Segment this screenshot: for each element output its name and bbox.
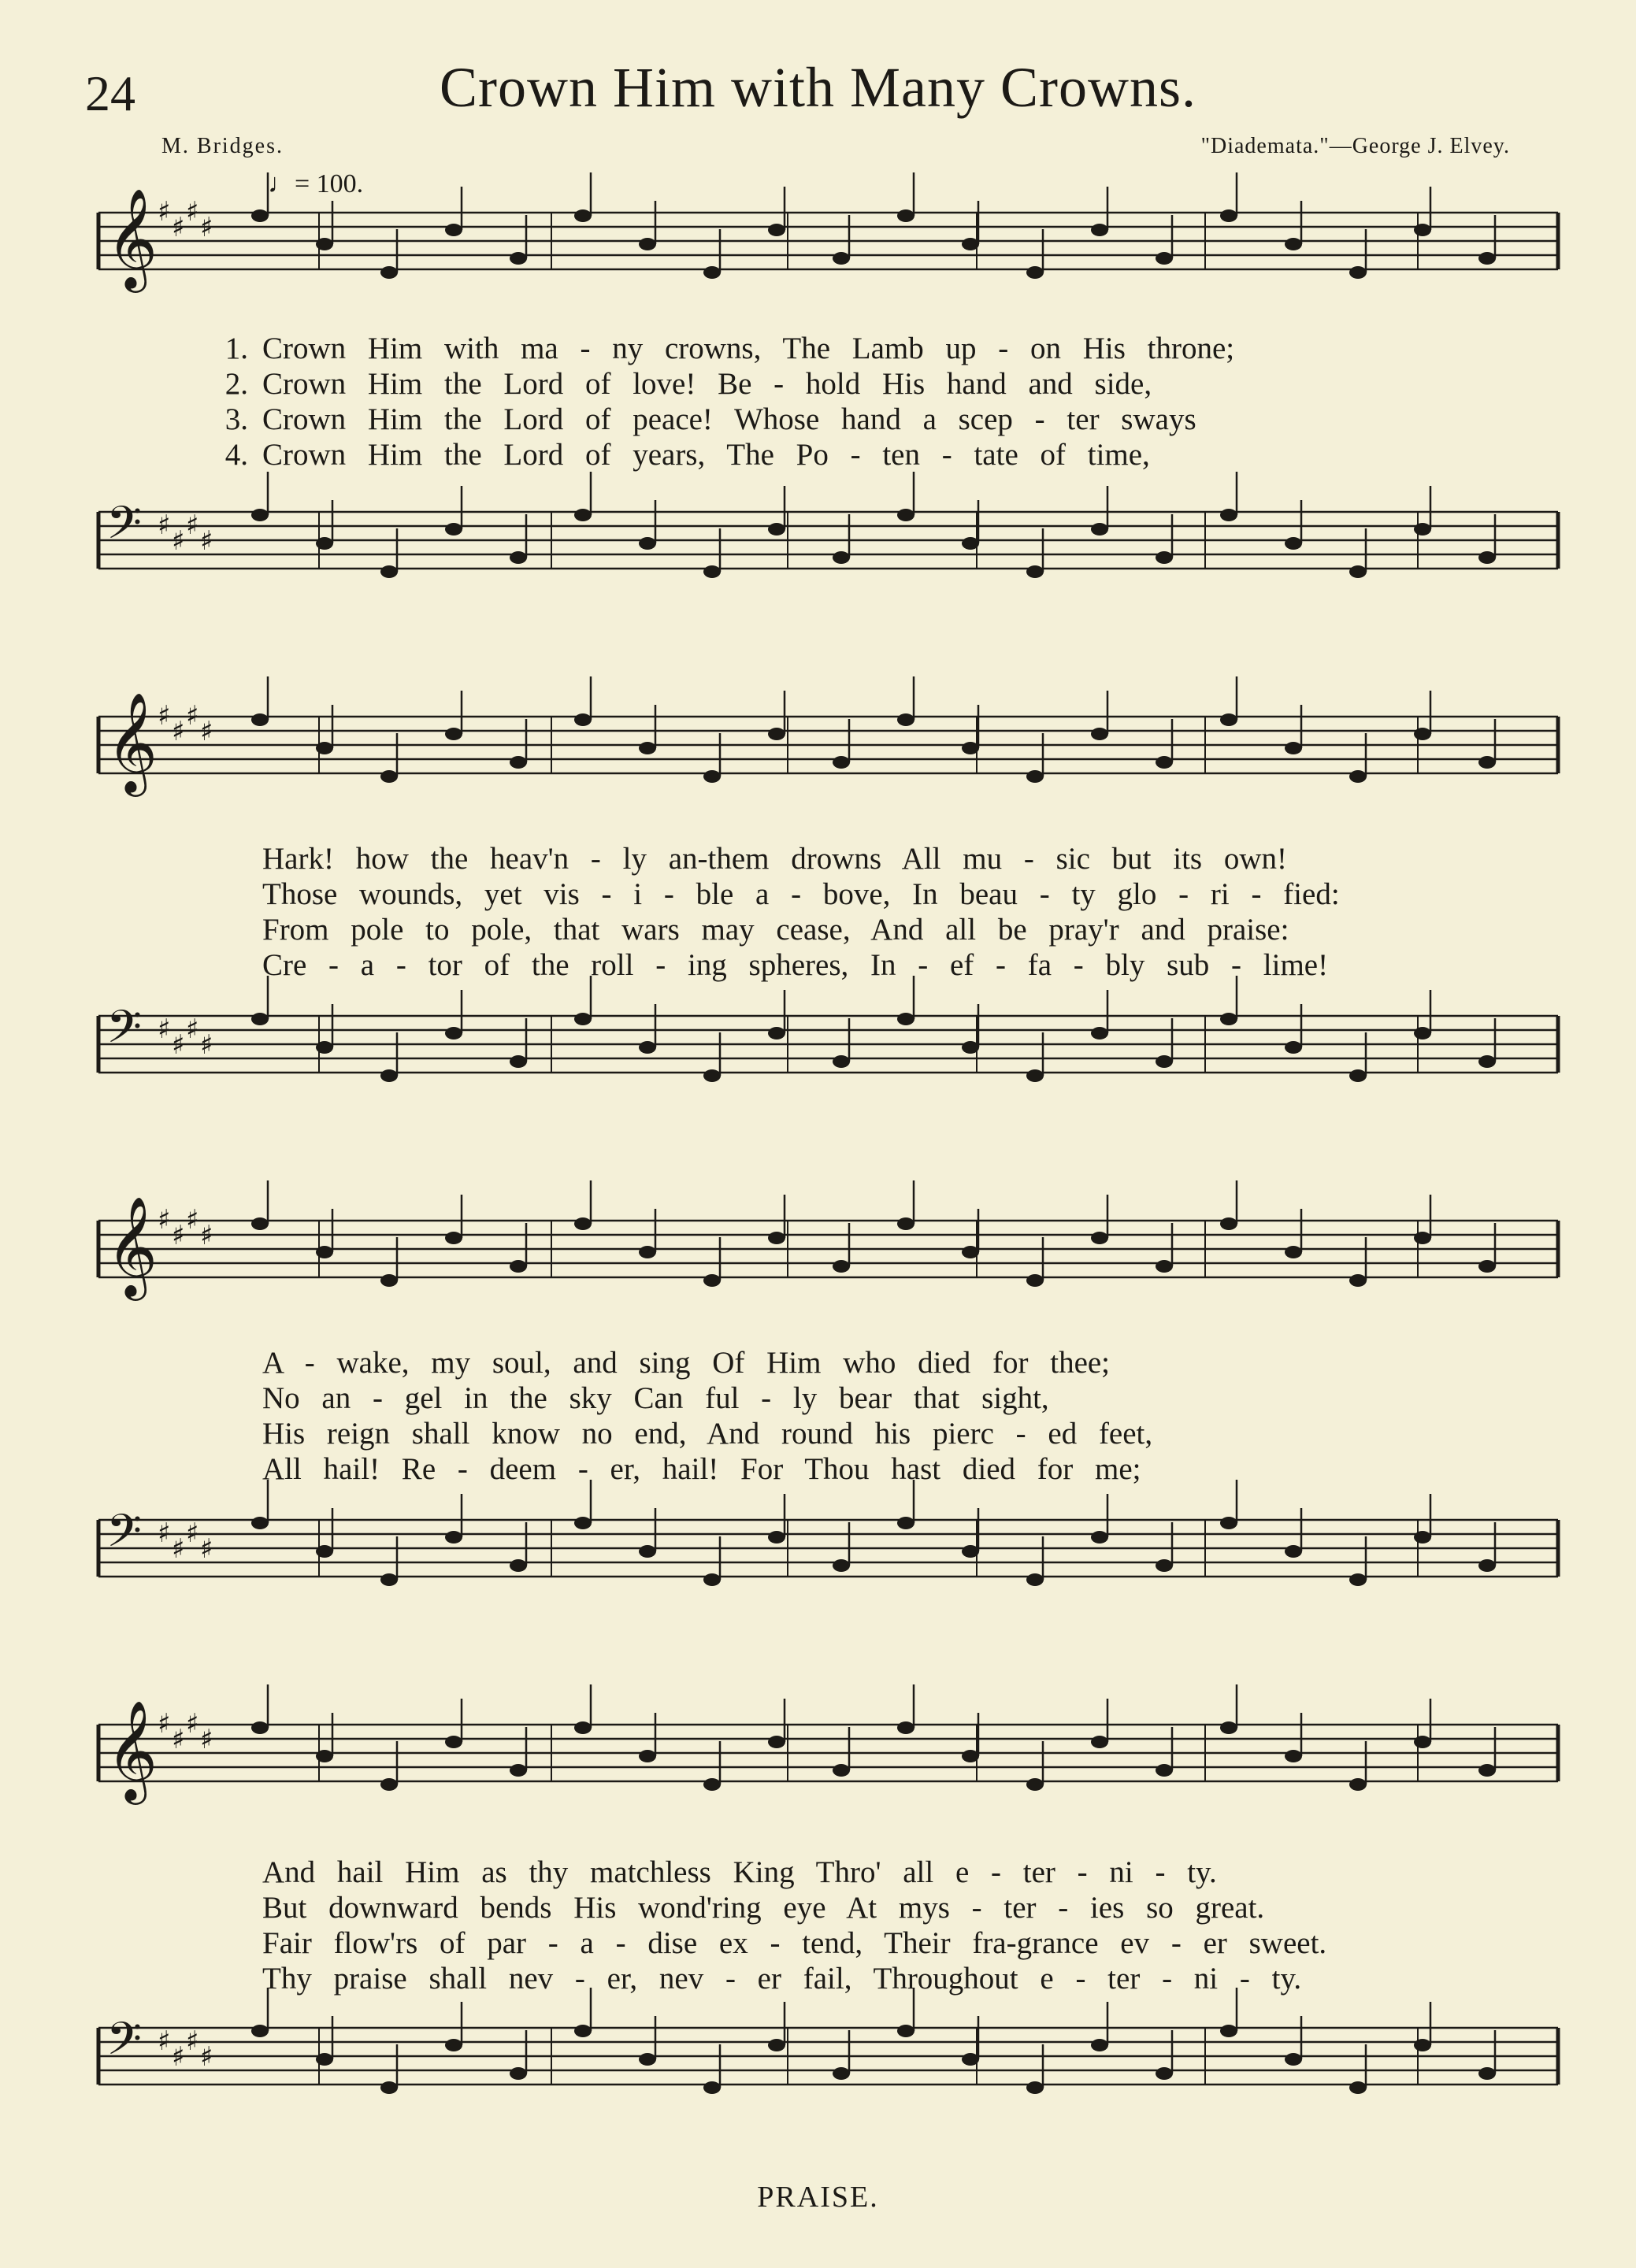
notehead (703, 1274, 721, 1287)
sharp-icon: ♯ (158, 196, 171, 228)
notehead (1285, 1246, 1302, 1258)
notehead (639, 1246, 656, 1258)
notehead (833, 1260, 850, 1273)
sharp-icon: ♯ (172, 1220, 185, 1251)
notehead (445, 1232, 462, 1244)
notehead (445, 523, 462, 536)
notehead (1349, 1573, 1367, 1586)
tempo-marking: ♩= 100. (268, 169, 364, 198)
notehead (1349, 1778, 1367, 1791)
notehead (1026, 266, 1044, 279)
notehead (380, 1069, 398, 1082)
notehead (380, 565, 398, 578)
notehead (1285, 742, 1302, 754)
treble-clef-icon: 𝄞 (106, 1699, 158, 1800)
verse-4-line: Thy praise shall nev - er, nev - er fail, Throughout e - ter - ni - ty. (262, 1962, 1302, 1996)
notehead (510, 1260, 527, 1273)
notehead (316, 1545, 333, 1558)
notehead (639, 1041, 656, 1054)
sharp-icon: ♯ (200, 525, 213, 557)
verse-3-line: From pole to pole, that wars may cease, And all be pray'r and praise: (262, 913, 1289, 947)
notehead (251, 1721, 269, 1734)
notehead (510, 756, 527, 769)
notehead (833, 1764, 850, 1777)
notehead (380, 770, 398, 783)
notehead (574, 713, 592, 726)
sharp-icon: ♯ (172, 716, 185, 747)
notehead (445, 728, 462, 740)
notehead (1220, 1721, 1237, 1734)
notehead (1414, 1531, 1431, 1544)
tune-composer: "Diademata."—George J. Elvey. (1200, 134, 1510, 158)
notehead (251, 209, 269, 222)
bass-clef-icon: 𝄢 (106, 1000, 143, 1065)
notehead (1349, 1069, 1367, 1082)
notehead (1349, 565, 1367, 578)
notehead (380, 1573, 398, 1586)
notehead (1478, 2067, 1496, 2080)
notehead (962, 1041, 979, 1054)
notehead (1220, 2025, 1237, 2037)
sharp-icon: ♯ (158, 700, 171, 732)
notehead (703, 2081, 721, 2094)
sharp-icon: ♯ (172, 1533, 185, 1565)
sharp-icon: ♯ (172, 525, 185, 557)
system-2-bass-staff (0, 992, 1636, 1134)
system-3-lyrics (217, 1345, 1540, 1487)
notehead (251, 1517, 269, 1529)
notehead (1478, 252, 1496, 265)
notehead (833, 1559, 850, 1572)
notehead (768, 1027, 785, 1040)
sharp-icon: ♯ (172, 1724, 185, 1755)
notehead (833, 2067, 850, 2080)
notehead (897, 713, 914, 726)
notehead (574, 1517, 592, 1529)
notehead (1478, 1764, 1496, 1777)
verse-1-line: 1. Crown Him with ma - ny crowns, The Lamb up - on His throne; (224, 332, 1235, 365)
notehead (1220, 1217, 1237, 1230)
notehead (574, 209, 592, 222)
verse-1-line: Hark! how the heav'n - ly an-them drowns All mu - sic but its own! (262, 842, 1288, 876)
notehead (445, 224, 462, 236)
notehead (1156, 1764, 1173, 1777)
notehead (316, 1246, 333, 1258)
treble-clef-icon: 𝄞 (106, 187, 158, 288)
notehead (316, 742, 333, 754)
notehead (251, 2025, 269, 2037)
notehead (251, 1217, 269, 1230)
notehead (639, 742, 656, 754)
notehead (1091, 2039, 1108, 2051)
notehead (1156, 1559, 1173, 1572)
notehead (1478, 1559, 1496, 1572)
notehead (1285, 2053, 1302, 2066)
sharp-icon: ♯ (186, 196, 199, 228)
notehead (1349, 1274, 1367, 1287)
notehead (1414, 2039, 1431, 2051)
notehead (1091, 728, 1108, 740)
verse-2-line: 2. Crown Him the Lord of love! Be - hold His hand and side, (224, 367, 1152, 401)
bass-clef-icon: 𝄢 (106, 1504, 143, 1569)
sharp-icon: ♯ (158, 1204, 171, 1236)
notehead (1026, 1274, 1044, 1287)
sharp-icon: ♯ (158, 1518, 171, 1549)
sharp-icon: ♯ (172, 212, 185, 243)
notehead (639, 1545, 656, 1558)
notehead (1349, 2081, 1367, 2094)
sharp-icon: ♯ (158, 1014, 171, 1045)
notehead (1026, 1069, 1044, 1082)
notehead (316, 238, 333, 250)
notehead (1091, 1736, 1108, 1748)
notehead (510, 1764, 527, 1777)
notehead (897, 1721, 914, 1734)
sharp-icon: ♯ (186, 1204, 199, 1236)
notehead (316, 2053, 333, 2066)
verse-4-line: All hail! Re - deem - er, hail! For Thou hast died for me; (262, 1452, 1141, 1486)
notehead (574, 1721, 592, 1734)
page-number: 24 (85, 65, 135, 121)
notehead (962, 1246, 979, 1258)
notehead (897, 209, 914, 222)
notehead (251, 713, 269, 726)
sharp-icon: ♯ (172, 2041, 185, 2073)
notehead (897, 509, 914, 521)
notehead (1285, 1041, 1302, 1054)
notehead (1414, 523, 1431, 536)
sharp-icon: ♯ (158, 1708, 171, 1740)
notehead (380, 1778, 398, 1791)
notehead (380, 1274, 398, 1287)
system-1-lyrics (217, 331, 1540, 472)
notehead (574, 509, 592, 521)
sharp-icon: ♯ (186, 1518, 199, 1549)
notehead (1478, 756, 1496, 769)
sharp-icon: ♯ (186, 700, 199, 732)
notehead (703, 565, 721, 578)
verse-3-line: 3. Crown Him the Lord of peace! Whose hand a scep - ter sways (224, 402, 1196, 436)
notehead (574, 1013, 592, 1025)
notehead (703, 1778, 721, 1791)
notehead (962, 1750, 979, 1762)
system-4-treble-staff (0, 1701, 1636, 1843)
system-4-bass-staff (0, 2004, 1636, 2146)
bass-clef-icon: 𝄢 (106, 496, 143, 561)
notehead (510, 1559, 527, 1572)
verse-1-line: And hail Him as thy matchless King Thro' all e - ter - ni - ty. (262, 1855, 1217, 1889)
notehead (962, 1545, 979, 1558)
notehead (251, 1013, 269, 1025)
notehead (639, 537, 656, 550)
notehead (316, 537, 333, 550)
notehead (703, 1069, 721, 1082)
notehead (445, 2039, 462, 2051)
notehead (251, 509, 269, 521)
notehead (510, 252, 527, 265)
notehead (1091, 1232, 1108, 1244)
notehead (1156, 2067, 1173, 2080)
treble-clef-icon: 𝄞 (106, 691, 158, 792)
notehead (510, 551, 527, 564)
notehead (1220, 1013, 1237, 1025)
notehead (897, 1517, 914, 1529)
notehead (1414, 728, 1431, 740)
system-1-bass-staff (0, 488, 1636, 630)
notehead (1414, 1232, 1431, 1244)
notehead (768, 1232, 785, 1244)
notehead (703, 770, 721, 783)
notehead (1285, 537, 1302, 550)
sharp-icon: ♯ (200, 1029, 213, 1061)
verse-2-line: Those wounds, yet vis - i - ble a - bove, In beau - ty glo - ri - fied: (262, 877, 1340, 911)
notehead (1156, 551, 1173, 564)
notehead (962, 238, 979, 250)
sharp-icon: ♯ (186, 510, 199, 541)
notehead (768, 1531, 785, 1544)
notehead (1285, 238, 1302, 250)
notehead (1285, 1545, 1302, 1558)
sharp-icon: ♯ (200, 1724, 213, 1755)
notehead (833, 252, 850, 265)
verse-3-line: Fair flow'rs of par - a - dise ex - tend, Their fra-grance ev - er sweet. (262, 1926, 1327, 1960)
notehead (1026, 1573, 1044, 1586)
notehead (1156, 1260, 1173, 1273)
notehead (1026, 565, 1044, 578)
sharp-icon: ♯ (200, 212, 213, 243)
notehead (897, 1217, 914, 1230)
system-2-lyrics (217, 841, 1540, 983)
notehead (1156, 1055, 1173, 1068)
notehead (1156, 756, 1173, 769)
system-3-bass-staff (0, 1496, 1636, 1638)
notehead (1478, 551, 1496, 564)
notehead (510, 1055, 527, 1068)
notehead (639, 238, 656, 250)
notehead (1091, 1531, 1108, 1544)
notehead (833, 756, 850, 769)
notehead (1414, 1736, 1431, 1748)
notehead (703, 1573, 721, 1586)
sharp-icon: ♯ (200, 1220, 213, 1251)
sharp-icon: ♯ (200, 716, 213, 747)
verse-4-line: Cre - a - tor of the roll - ing spheres, In - ef - fa - bly sub - lime! (262, 948, 1329, 982)
treble-clef-icon: 𝄞 (106, 1195, 158, 1296)
notehead (962, 2053, 979, 2066)
notehead (445, 1027, 462, 1040)
notehead (962, 742, 979, 754)
notehead (1349, 266, 1367, 279)
notehead (768, 1736, 785, 1748)
sharp-icon: ♯ (200, 1533, 213, 1565)
notehead (1220, 713, 1237, 726)
notehead (380, 266, 398, 279)
notehead (768, 224, 785, 236)
category-footer: PRAISE. (757, 2181, 879, 2214)
sharp-icon: ♯ (200, 2041, 213, 2073)
notehead (445, 1531, 462, 1544)
notehead (768, 728, 785, 740)
notehead (1285, 1750, 1302, 1762)
notehead (316, 1041, 333, 1054)
verse-2-line: But downward bends His wond'ring eye At mys - ter - ies so great. (262, 1891, 1265, 1925)
system-4-lyrics (217, 1855, 1540, 1996)
notehead (833, 1055, 850, 1068)
sharp-icon: ♯ (186, 1014, 199, 1045)
notehead (574, 2025, 592, 2037)
notehead (1026, 770, 1044, 783)
notehead (703, 266, 721, 279)
notehead (768, 2039, 785, 2051)
notehead (1478, 1260, 1496, 1273)
sharp-icon: ♯ (158, 510, 171, 541)
notehead (1220, 1517, 1237, 1529)
notehead (1026, 2081, 1044, 2094)
notehead (639, 2053, 656, 2066)
notehead (1478, 1055, 1496, 1068)
notehead (897, 1013, 914, 1025)
system-3-treble-staff (0, 1197, 1636, 1339)
notehead (768, 523, 785, 536)
verse-3-line: His reign shall know no end, And round his pierc - ed feet, (262, 1417, 1153, 1451)
notehead (316, 1750, 333, 1762)
bass-clef-icon: 𝄢 (106, 2012, 143, 2077)
notehead (897, 2025, 914, 2037)
sharp-icon: ♯ (186, 1708, 199, 1740)
notehead (1091, 224, 1108, 236)
notehead (510, 2067, 527, 2080)
sharp-icon: ♯ (158, 2025, 171, 2057)
sharp-icon: ♯ (186, 2025, 199, 2057)
notehead (1414, 224, 1431, 236)
verse-2-line: No an - gel in the sky Can ful - ly bear that sight, (262, 1381, 1049, 1415)
notehead (1091, 523, 1108, 536)
notehead (380, 2081, 398, 2094)
notehead (962, 537, 979, 550)
sharp-icon: ♯ (172, 1029, 185, 1061)
notehead (1091, 1027, 1108, 1040)
system-1-treble-staff (0, 189, 1636, 331)
hymn-title: Crown Him with Many Crowns. (440, 56, 1196, 119)
notehead (833, 551, 850, 564)
system-2-treble-staff (0, 693, 1636, 835)
notehead (1026, 1778, 1044, 1791)
notehead (1414, 1027, 1431, 1040)
notehead (639, 1750, 656, 1762)
verse-4-line: 4. Crown Him the Lord of years, The Po - ten - tate of time, (224, 438, 1150, 472)
notehead (1156, 252, 1173, 265)
verse-1-line: A - wake, my soul, and sing Of Him who died for thee; (262, 1346, 1111, 1380)
notehead (1349, 770, 1367, 783)
words-author: M. Bridges. (161, 134, 284, 158)
notehead (574, 1217, 592, 1230)
notehead (1220, 209, 1237, 222)
notehead (445, 1736, 462, 1748)
notehead (1220, 509, 1237, 521)
